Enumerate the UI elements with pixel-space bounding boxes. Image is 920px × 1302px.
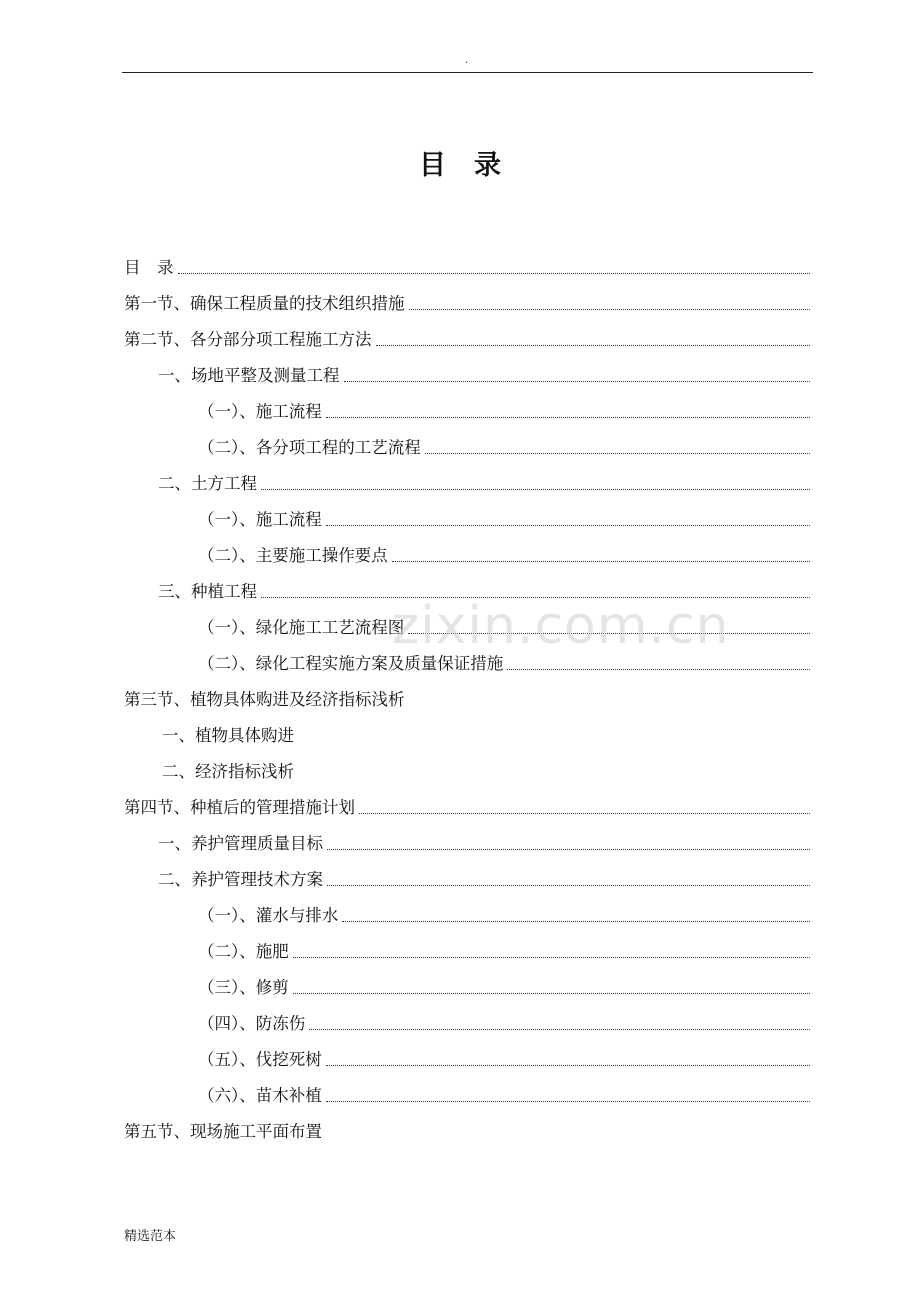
toc-entry[interactable]: [124, 538, 810, 574]
toc-dot-leader: [409, 308, 811, 310]
toc-dot-leader: [327, 884, 810, 886]
toc-dot-leader: [425, 452, 810, 454]
toc-entry[interactable]: [124, 430, 810, 466]
toc-dot-leader: [293, 992, 810, 994]
toc-entry[interactable]: [124, 682, 810, 718]
toc-entry[interactable]: [124, 358, 810, 394]
toc-entry[interactable]: [124, 286, 810, 322]
toc-entry[interactable]: [124, 1006, 810, 1042]
toc-entry[interactable]: [124, 754, 810, 790]
toc-entry-label: 第三节、植物具体购进及经济指标浅析: [124, 690, 405, 709]
toc-entry[interactable]: [124, 466, 810, 502]
toc-entry[interactable]: [124, 394, 810, 430]
toc-entry-label: 第二节、各分部分项工程施工方法: [124, 330, 372, 349]
toc-entry-label: （二）、施肥: [198, 942, 289, 961]
toc-entry-label: 第一节、确保工程质量的技术组织措施: [124, 294, 405, 313]
toc-entry-label: 二、养护管理技术方案: [158, 870, 323, 889]
toc-entry[interactable]: [124, 718, 810, 754]
toc-entry-label: 目 录: [124, 258, 174, 277]
toc-entry-label: （一）、绿化施工工艺流程图: [198, 618, 405, 637]
toc-dot-leader: [342, 920, 810, 922]
header-mark: .: [465, 55, 469, 66]
toc-entry[interactable]: [124, 1114, 810, 1150]
toc-entry-label: 第四节、种植后的管理措施计划: [124, 798, 355, 817]
toc-entry-label: （三）、修剪: [198, 978, 289, 997]
toc-dot-leader: [326, 1064, 810, 1066]
toc-dot-leader: [392, 560, 810, 562]
toc-entry-label: （一）、灌水与排水: [198, 906, 339, 925]
toc-dot-leader: [344, 380, 811, 382]
toc-dot-leader: [326, 416, 810, 418]
toc-entry-label: 一、场地平整及测量工程: [158, 366, 340, 385]
toc-entry[interactable]: [124, 1042, 810, 1078]
toc-dot-leader: [507, 668, 810, 670]
watermark: zixin.com.cn: [392, 596, 730, 656]
toc-dot-leader: [178, 272, 811, 274]
toc-entry[interactable]: [124, 1078, 810, 1114]
toc-dot-leader: [309, 1028, 810, 1030]
table-of-contents: [124, 250, 810, 1150]
toc-dot-leader: [326, 524, 810, 526]
toc-entry-label: 第五节、现场施工平面布置: [124, 1122, 322, 1141]
toc-entry-label: （二）、主要施工操作要点: [198, 546, 388, 565]
toc-dot-leader: [359, 812, 810, 814]
toc-dot-leader: [327, 848, 810, 850]
toc-entry[interactable]: [124, 502, 810, 538]
toc-entry[interactable]: [124, 862, 810, 898]
toc-dot-leader: [293, 956, 810, 958]
footer-text: 精选范本: [124, 1229, 177, 1244]
toc-dot-leader: [326, 1100, 810, 1102]
toc-entry[interactable]: [124, 826, 810, 862]
toc-entry-label: （二）、各分项工程的工艺流程: [198, 438, 421, 457]
toc-dot-leader: [376, 344, 811, 346]
toc-entry-label: 三、种植工程: [158, 582, 257, 601]
toc-entry-label: （二）、绿化工程实施方案及质量保证措施: [198, 654, 504, 673]
toc-entry-label: 一、养护管理质量目标: [158, 834, 323, 853]
header-rule: [122, 72, 813, 73]
toc-entry-label: （四）、防冻伤: [198, 1014, 306, 1033]
toc-entry[interactable]: [124, 898, 810, 934]
toc-dot-leader: [261, 488, 810, 490]
toc-entry-label: （六）、苗木补植: [198, 1086, 322, 1105]
toc-entry-label: （一）、施工流程: [198, 510, 322, 529]
document-title: 目录: [419, 150, 529, 181]
toc-entry[interactable]: [124, 250, 810, 286]
toc-entry-label: （一）、施工流程: [198, 402, 322, 421]
toc-entry[interactable]: [124, 322, 810, 358]
toc-entry[interactable]: [124, 970, 810, 1006]
toc-entry-label: （五）、伐挖死树: [198, 1050, 322, 1069]
toc-entry-label: 一、植物具体购进: [162, 726, 294, 745]
toc-entry-label: 二、经济指标浅析: [162, 762, 294, 781]
toc-entry[interactable]: [124, 934, 810, 970]
toc-entry[interactable]: [124, 790, 810, 826]
toc-entry-label: 二、土方工程: [158, 474, 257, 493]
